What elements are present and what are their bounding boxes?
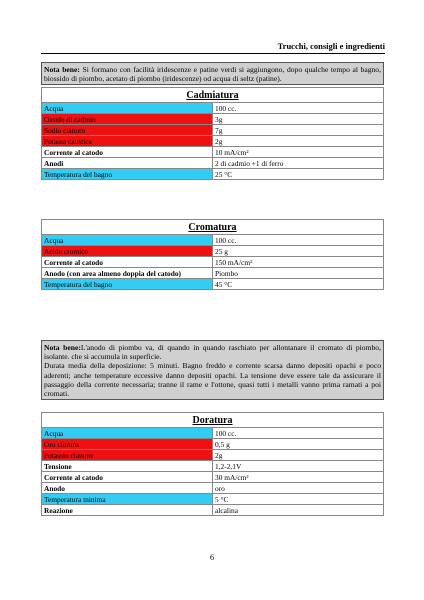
- table-row: [42, 136, 384, 147]
- row-value: 3g: [213, 114, 384, 125]
- table-row: [42, 461, 384, 472]
- row-label: Corrente al catodo: [42, 472, 213, 483]
- table-row: [42, 103, 384, 114]
- row-label: Acqua: [42, 103, 213, 114]
- row-value: 100 cc.: [213, 428, 384, 439]
- row-value: 1,2-2,1V: [213, 461, 384, 472]
- table-row: [42, 114, 384, 125]
- row-label: Acqua: [42, 428, 213, 439]
- row-value: 7g: [213, 125, 384, 136]
- table-row: [42, 147, 384, 158]
- table-row: [42, 158, 384, 169]
- row-label: Acqua: [42, 235, 213, 246]
- note-text: Si formano con facilità iridescenze e patine verdi si aggiungono, dopo qualche tempo al bagno, biossido di piombo, acetato di piombo (iridescenze) od acqua di seltz (patine).: [44, 65, 381, 84]
- row-label: Ossido di cadmio: [42, 114, 213, 125]
- row-value: 2g: [213, 136, 384, 147]
- header-rule: [41, 53, 385, 54]
- page-number: 6: [210, 553, 214, 562]
- row-value: 45 °C: [213, 279, 384, 290]
- table-row: [42, 125, 384, 136]
- row-value: 2 di cadmio +1 di ferro: [213, 158, 384, 169]
- table-row: [42, 279, 384, 290]
- row-value: Piombo: [213, 268, 384, 279]
- row-label: Anodo (con area almeno doppia del catodo): [42, 268, 213, 279]
- table-row: [42, 428, 384, 439]
- row-label: Potassio cianuro: [42, 450, 213, 461]
- row-value: alcalina: [213, 505, 384, 516]
- row-value: 0,5 g: [213, 439, 384, 450]
- row-value: 10 mA/cm²: [213, 147, 384, 158]
- row-label: Potassa caustica: [42, 136, 213, 147]
- table-cromatura: [41, 219, 384, 290]
- table-row: [42, 472, 384, 483]
- table-row: [42, 494, 384, 505]
- table-row: [42, 246, 384, 257]
- row-label: Anodo: [42, 483, 213, 494]
- note-text: L'anodo di piombo va, di quando in quando raschiato per allontanare il cromato di piombo, isolante. che si accumula in superficie.: [44, 343, 381, 362]
- row-value: 100 cc.: [213, 235, 384, 246]
- row-value: 30 mA/cm²: [213, 472, 384, 483]
- row-value: 25 °C: [213, 169, 384, 180]
- row-label: Temperatura del bagno: [42, 169, 213, 180]
- row-label: Corrente al catodo: [42, 147, 213, 158]
- table-row: [42, 268, 384, 279]
- table-row: [42, 483, 384, 494]
- note-label: Nota bene:: [44, 65, 80, 74]
- table-doratura: [41, 412, 384, 516]
- row-label: Temperatura minima: [42, 494, 213, 505]
- row-label: Corrente al catodo: [42, 257, 213, 268]
- row-label: Sodio cianuro: [42, 125, 213, 136]
- row-value: oro: [213, 483, 384, 494]
- row-label: Anodi: [42, 158, 213, 169]
- table-row: [42, 450, 384, 461]
- note-box-cromatura: [41, 340, 384, 400]
- row-value: 25 g: [213, 246, 384, 257]
- row-label: Tensione: [42, 461, 213, 472]
- row-label: Oro cloruro: [42, 439, 213, 450]
- table-row: [42, 505, 384, 516]
- running-header: Trucchi, consigli e ingredienti: [277, 41, 385, 51]
- table-title: Cromatura: [42, 220, 384, 235]
- cadmiatura-rows: [42, 103, 384, 180]
- table-title: Cadmiatura: [42, 88, 384, 103]
- doratura-rows: [42, 428, 384, 516]
- row-label: Reazione: [42, 505, 213, 516]
- note-label: Nota bene:: [44, 343, 81, 352]
- row-value: 150 mA/cm²: [213, 257, 384, 268]
- table-row: [42, 235, 384, 246]
- row-value: 100 cc.: [213, 103, 384, 114]
- row-value: 5 °C: [213, 494, 384, 505]
- table-row: [42, 169, 384, 180]
- table-row: [42, 439, 384, 450]
- row-value: 2g: [213, 450, 384, 461]
- note-text-2: Durata media della deposizione: 5 minuti. Bagno freddo e corrente scarsa danno depositi opachi e poco aderenti; anche temperature eccessive danno depositi opachi. La tensione deve essere tale da assicurare il passaggio della corrente necessaria; tranne il rame e l'ottone, quasi tutti i metalli vanno prima ramati a poi cromati.: [44, 361, 381, 399]
- table-row: [42, 257, 384, 268]
- row-label: Acido cromico: [42, 246, 213, 257]
- row-label: Temperatura del bagno: [42, 279, 213, 290]
- cromatura-rows: [42, 235, 384, 290]
- table-title: Doratura: [42, 413, 384, 428]
- note-box-patine: [41, 62, 384, 85]
- table-cadmiatura: [41, 87, 384, 180]
